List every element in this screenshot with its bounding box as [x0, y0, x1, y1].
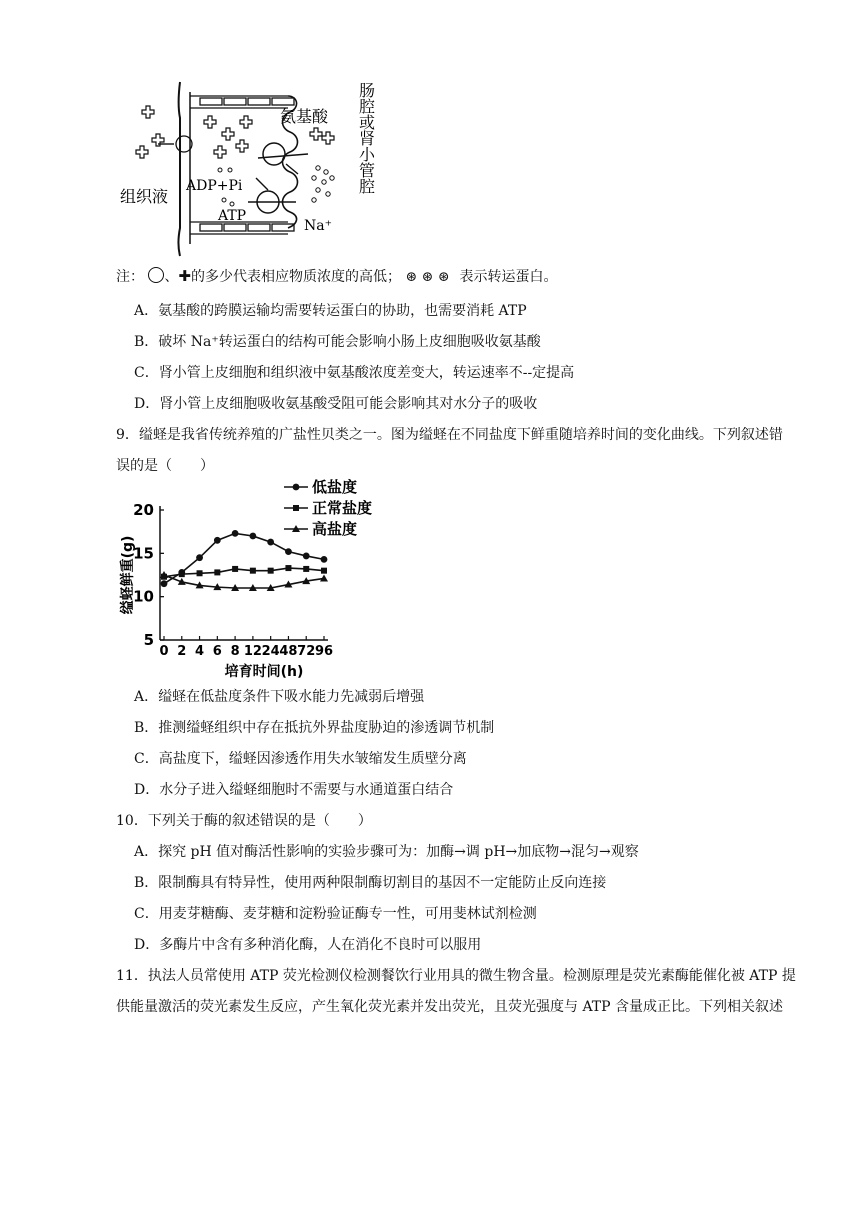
q9-option-b: B．推测缢蛏组织中存在抵抗外界盐度胁迫的渗透调节机制 — [134, 720, 495, 736]
y-tick-label: 15 — [133, 544, 154, 563]
q10-stem: 10．下列关于酶的叙述错误的是（ ） — [116, 813, 372, 829]
y-axis-label: 缢蛏鲜重(g) — [120, 535, 136, 615]
data-point-circle — [293, 484, 300, 491]
q8-option-b: B．破坏 Na⁺转运蛋白的结构可能会影响小肠上皮细胞吸收氨基酸 — [134, 334, 541, 350]
top-junction — [190, 96, 294, 108]
data-point-circle — [303, 553, 310, 560]
q8-option-a: A．氨基酸的跨膜运输均需要转运蛋白的协助，也需要消耗 ATP — [134, 303, 527, 319]
x-tick-label: 6 — [212, 644, 222, 659]
series-line-0 — [164, 533, 324, 583]
data-point-square — [321, 568, 327, 574]
x-tick-label: 4 — [195, 644, 205, 659]
adp-label: ADP+Pi — [186, 178, 243, 194]
data-point-square — [214, 569, 220, 575]
data-point-square — [232, 566, 238, 572]
q9-option-c: C．高盐度下，缢蛏因渗透作用失水皱缩发生质壁分离 — [134, 751, 467, 767]
data-point-square — [179, 571, 185, 577]
q10-option-c: C．用麦芽糖酶、麦芽糖和淀粉验证酶专一性，可用斐林试剂检测 — [134, 906, 537, 922]
series-line-2 — [164, 575, 324, 588]
q8-option-c: C．肾小管上皮细胞和组织液中氨基酸浓度差变大，转运速率不--定提高 — [134, 365, 575, 381]
x-tick-label: 48 — [279, 644, 298, 659]
data-point-square — [268, 568, 274, 574]
cell-membrane — [179, 82, 181, 256]
data-point-circle — [214, 537, 221, 544]
x-tick-label: 12 — [243, 644, 262, 659]
q11-stem-line2: 供能量激活的荧光素发生反应，产生氧化荧光素并发出荧光，且荧光强度与 ATP 含量成正比。下列相关叙述 — [116, 999, 784, 1015]
q8-option-d: D．肾小管上皮细胞吸收氨基酸受阻可能会影响其对水分子的吸收 — [134, 396, 538, 412]
transporter-amino — [263, 143, 285, 165]
data-point-square — [285, 565, 291, 571]
q10-option-b: B．限制酶具有特异性，使用两种限制酶切割目的基因不一定能防止反向连接 — [134, 875, 607, 891]
q9-option-d: D．水分子进入缢蛏细胞时不需要与水通道蛋白结合 — [134, 782, 454, 798]
note-middle: 的多少代表相应物质浓度的高低； — [191, 269, 402, 285]
y-tick-label: 10 — [133, 587, 154, 606]
data-point-circle — [321, 556, 328, 563]
atp-label: ATP — [218, 208, 247, 224]
legend-label: 低盐度 — [312, 478, 358, 496]
q11-stem-line1: 11．执法人员常使用 ATP 荧光检测仪检测餐饮行业用具的微生物含量。检测原理是荧光素酶能催化被 ATP 提 — [116, 968, 796, 984]
legend-label: 高盐度 — [312, 520, 358, 538]
y-tick-label: 5 — [143, 631, 154, 649]
cross-symbol: ✚ — [178, 267, 192, 285]
x-tick-label: 96 — [314, 644, 334, 659]
lumen-label: 肠腔或肾小管腔 — [356, 82, 376, 194]
data-point-circle — [196, 554, 203, 561]
transporter-symbols: ⊛ ⊛ ⊛ — [405, 269, 450, 285]
y-tick-label: 20 — [133, 501, 154, 519]
data-point-square — [303, 566, 309, 572]
na-label: Na⁺ — [304, 218, 332, 234]
note-prefix: 注： — [116, 269, 144, 285]
note-line: 注： 、✚的多少代表相应物质浓度的高低； ⊛ ⊛ ⊛ 表示转运蛋白。 — [116, 267, 558, 285]
salinity-chart — [118, 478, 388, 683]
data-point-square — [197, 570, 203, 576]
x-tick-label: 0 — [159, 644, 169, 659]
circle-symbol — [148, 267, 164, 283]
series-line-1 — [164, 568, 324, 577]
legend-label: 正常盐度 — [312, 499, 373, 517]
q10-option-d: D．多酶片中含有多种消化酶，人在消化不良时可以服用 — [134, 937, 482, 953]
q9-stem-line2: 误的是（ ） — [116, 458, 214, 474]
amino-acid-label: 氨基酸 — [280, 107, 329, 126]
data-point-circle — [249, 533, 256, 540]
data-point-circle — [285, 548, 292, 555]
x-tick-label: 2 — [177, 644, 187, 659]
q10-option-a: A．探究 pH 值对酶活性影响的实验步骤可为：加酶→调 pH→加底物→混匀→观察 — [134, 844, 639, 860]
x-tick-label: 72 — [297, 644, 316, 659]
x-axis-label: 培育时间(h) — [224, 664, 304, 680]
note-suffix: 表示转运蛋白。 — [459, 269, 558, 285]
data-point-square — [250, 568, 256, 574]
data-point-triangle — [320, 574, 328, 581]
data-point-square — [293, 505, 299, 511]
q9-option-a: A．缢蛏在低盐度条件下吸水能力先减弱后增强 — [134, 689, 425, 705]
data-point-circle — [161, 580, 168, 587]
x-tick-label: 24 — [261, 644, 280, 659]
transport-diagram — [118, 78, 398, 258]
q9-stem-line1: 9．缢蛏是我省传统养殖的广盐性贝类之一。图为缢蛏在不同盐度下鲜重随培养时间的变化曲线。下列叙述错 — [116, 427, 783, 443]
data-point-circle — [232, 530, 239, 537]
tissue-fluid-label: 组织液 — [120, 187, 169, 206]
data-point-circle — [267, 539, 274, 546]
x-tick-label: 8 — [230, 644, 240, 659]
